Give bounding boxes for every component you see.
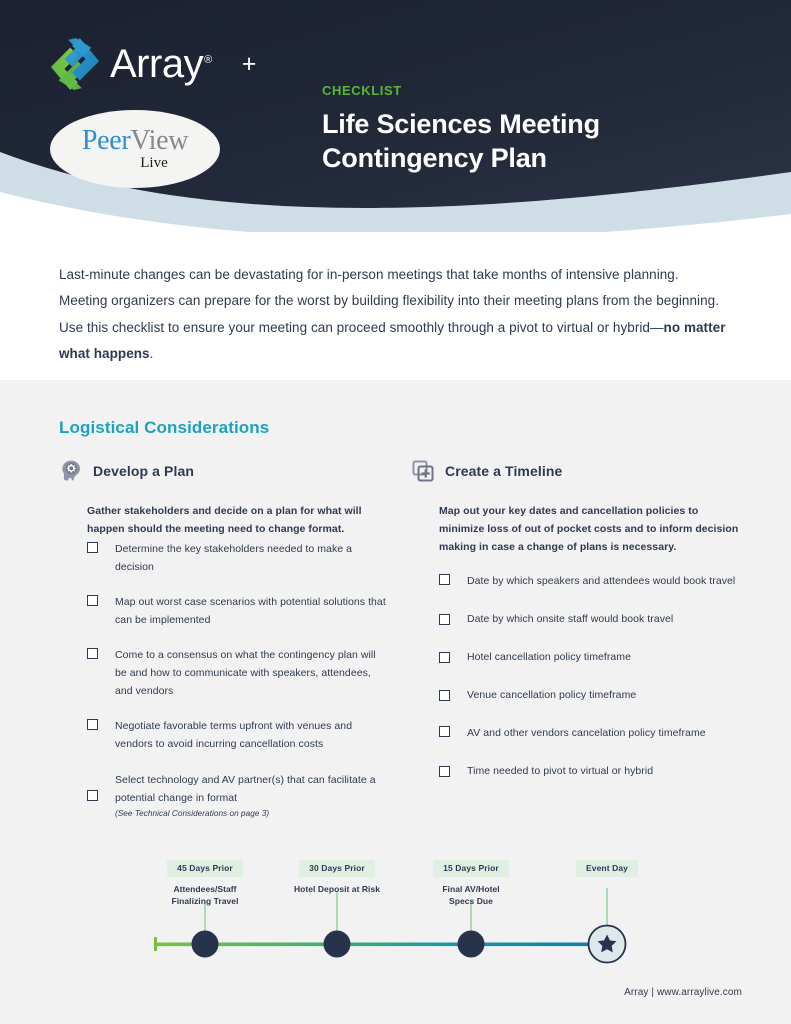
page-title-line-1: Life Sciences Meeting	[322, 109, 600, 139]
column-title: Develop a Plan	[93, 463, 194, 479]
checklist-item-label: Negotiate favorable terms upfront with venues and vendors to avoid incurring cancellation costs	[115, 720, 353, 751]
array-wordmark: Array®	[110, 42, 212, 86]
peerview-wordmark	[82, 127, 188, 155]
checklist-item-label: Come to a consensus on what the contingency plan will be and how to communicate with speakers, attendees, and vendors	[115, 649, 376, 698]
timeline-node-chip: Event Day	[576, 860, 638, 877]
checklist-item[interactable]	[439, 686, 741, 704]
checkbox[interactable]	[439, 766, 450, 777]
checklist-item-label: Date by which onsite staff would book travel	[467, 613, 674, 626]
column-title: Create a Timeline	[445, 463, 563, 479]
title-block	[322, 84, 752, 175]
checklist-item-label: Hotel cancellation policy timeframe	[467, 651, 631, 664]
timeline-node-label	[272, 883, 402, 895]
checkbox[interactable]	[439, 690, 450, 701]
checkbox[interactable]	[439, 726, 450, 737]
timeline-node	[272, 858, 402, 895]
checkbox[interactable]	[87, 790, 98, 801]
checklist-item[interactable]	[87, 593, 389, 629]
checklist-create-a-timeline	[439, 572, 741, 780]
logistical-considerations-section	[0, 380, 791, 1024]
array-logo	[48, 38, 256, 90]
page-header	[0, 0, 791, 232]
peerview-view-text: View	[130, 125, 189, 156]
checkbox[interactable]	[87, 648, 98, 659]
section-heading: Logistical Considerations	[59, 418, 270, 437]
timeline-node-chip: 30 Days Prior	[299, 860, 375, 877]
intro-text-bold: no matter what happens	[59, 319, 726, 361]
registered-mark: ®	[204, 53, 212, 66]
logo-block	[48, 38, 308, 188]
checklist-item[interactable]	[439, 762, 741, 780]
timeline-node-label-line-1: Final AV/Hotel	[442, 883, 500, 894]
peerview-live-text: Live	[140, 155, 168, 171]
array-logo-icon	[48, 38, 102, 90]
intro-paragraph	[59, 262, 727, 367]
checklist-item-label: AV and other vendors cancelation policy timeframe	[467, 727, 706, 740]
checklist-item-label: Determine the key stakeholders needed to make a decision	[115, 543, 352, 574]
timeline-node	[542, 858, 672, 877]
timeline-node-label-line-1: Attendees/Staff	[173, 883, 237, 894]
checklist-item[interactable]	[439, 572, 741, 590]
checkbox[interactable]	[439, 652, 450, 663]
page-footer: Array | www.arraylive.com	[624, 987, 742, 998]
checklist-develop-a-plan	[87, 540, 389, 820]
column-create-a-timeline	[411, 458, 741, 800]
timeline-node-label-line-2: Specs Due	[449, 895, 493, 906]
plus-separator: +	[241, 49, 257, 78]
checklist-item[interactable]	[87, 540, 389, 576]
checklist-item[interactable]	[439, 724, 741, 742]
timeline-node-label	[406, 883, 536, 908]
timeline-node	[140, 858, 270, 907]
page-title-line-2: Contingency Plan	[322, 143, 547, 174]
checklist-item[interactable]	[87, 646, 389, 700]
timeline-node-label-line-1: Hotel Deposit at Risk	[293, 883, 381, 894]
head-with-gear-icon	[59, 459, 83, 483]
checklist-item-text: Select technology and AV partner(s) that can facilitate a potential change in format	[115, 773, 376, 804]
checklist-item-note: (See Technical Considerations on page 3)	[115, 808, 270, 818]
column-intro-text: Map out your key dates and cancellation policies to minimize loss of out of pocket costs and to inform decision making in case a change of plans is necessary.	[439, 505, 739, 554]
checkbox[interactable]	[87, 542, 98, 553]
peerview-peer-text: Peer	[81, 125, 131, 156]
intro-text-lead: Last-minute changes can be devastating for in-person meetings that take months of intensive planning. Meeting organizers can prepare for the worst by building flexibility into their meeting plans from the beginning. Use this checklist to ensure your meeting can proceed smoothly through a pivot to virtual or hybrid—	[59, 267, 720, 335]
checklist-item-label: Map out worst case scenarios with potential solutions that can be implemented	[115, 596, 386, 627]
checklist-item-label: Date by which speakers and attendees would book travel	[467, 575, 736, 588]
contingency-timeline	[140, 858, 640, 968]
checklist-item-label: Time needed to pivot to virtual or hybrid	[467, 765, 654, 778]
checkbox[interactable]	[439, 574, 450, 585]
add-page-icon	[411, 459, 435, 483]
column-header	[59, 458, 389, 484]
timeline-node-chip: 15 Days Prior	[433, 860, 509, 877]
checkbox[interactable]	[87, 719, 98, 730]
column-header	[411, 458, 741, 484]
checkbox[interactable]	[439, 614, 450, 625]
page-title	[322, 107, 752, 175]
column-develop-a-plan	[59, 458, 389, 837]
checkbox[interactable]	[87, 595, 98, 606]
checklist-item-label: Venue cancellation policy timeframe	[467, 689, 637, 702]
document-eyebrow: CHECKLIST	[322, 83, 402, 98]
timeline-node	[406, 858, 536, 907]
timeline-node-label	[140, 883, 270, 908]
column-intro-text: Gather stakeholders and decide on a plan for what will happen should the meeting need to change format.	[87, 505, 362, 536]
checklist-item[interactable]	[439, 648, 741, 666]
timeline-node-label-line-2: Finalizing Travel	[171, 895, 239, 906]
checklist-item[interactable]	[439, 610, 741, 628]
intro-text-tail: .	[149, 345, 154, 361]
checklist-item-label	[115, 771, 389, 820]
peerview-logo	[50, 110, 220, 188]
timeline-node-chip: 45 Days Prior	[167, 860, 243, 877]
checklist-item[interactable]	[87, 771, 389, 820]
checklist-item[interactable]	[87, 717, 389, 753]
